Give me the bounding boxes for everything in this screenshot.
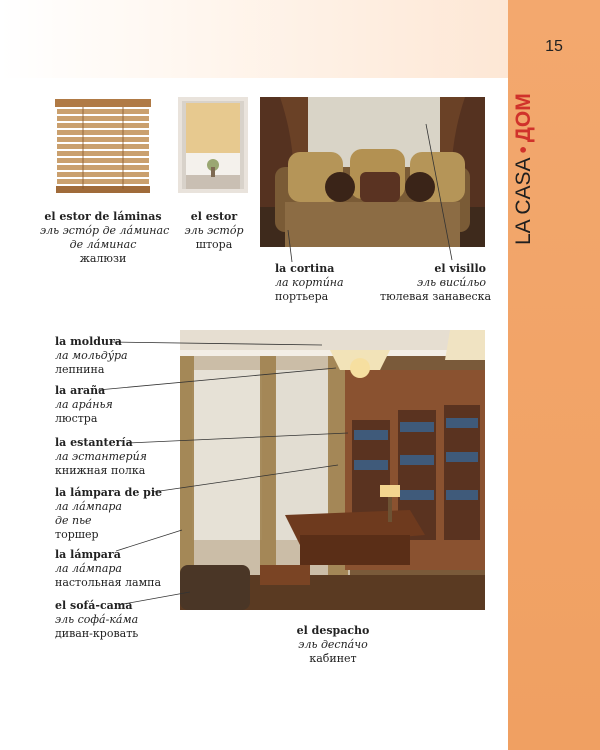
lampara-pie-translit-2: де пье [55, 514, 92, 527]
cortina-word: la cortina [275, 262, 335, 275]
sofa-cama-translit: эль софá-кáма [55, 613, 139, 626]
blinds-translit-2: де лáминас [69, 238, 137, 251]
despacho-translit: эль деспáчо [298, 638, 368, 651]
despacho-ru: кабинет [309, 652, 357, 665]
roller-photo [178, 97, 248, 193]
label-arana [55, 384, 113, 426]
label-roller [176, 210, 252, 252]
roller-ru: штора [195, 238, 233, 251]
top-band [0, 0, 508, 78]
section-title-es: LA CASA [512, 157, 535, 245]
label-despacho [283, 624, 383, 666]
roller-word: el estor [190, 210, 238, 223]
lampara-word: la lámpara [55, 548, 121, 561]
label-lampara-pie [55, 486, 162, 542]
label-sofa-cama [55, 599, 138, 641]
moldura-word: la moldura [55, 335, 122, 348]
label-moldura [55, 335, 128, 377]
despacho-word: el despacho [296, 624, 370, 637]
label-estanteria [55, 436, 147, 478]
section-title [512, 93, 536, 245]
roller-translit: эль эстóр [184, 224, 244, 237]
study-room-photo [180, 330, 485, 610]
estanteria-translit: ла эстантерúя [55, 450, 147, 463]
sofa-cama-ru: диван-кровать [55, 627, 139, 640]
sofa-cama-word: el sofá-cama [55, 599, 133, 612]
section-title-bullet: • [512, 146, 535, 154]
label-lampara [55, 548, 161, 590]
lampara-translit: ла лáмпара [55, 562, 122, 575]
label-cortina [275, 262, 344, 304]
blinds-word: el estor de láminas [44, 210, 162, 223]
visillo-translit: эль висúльо [417, 276, 486, 289]
moldura-translit: ла мольдýра [55, 349, 128, 362]
page-number: 15 [545, 38, 563, 55]
section-title-ru: ДОМ [512, 93, 535, 143]
arana-word: la araña [55, 384, 106, 397]
label-blinds [40, 210, 170, 266]
lampara-ru: настольная лампа [55, 576, 162, 589]
lampara-pie-word: la lámpara de pie [55, 486, 163, 499]
lampara-pie-ru: торшер [55, 528, 99, 541]
lampara-pie-translit: ла лáмпара [55, 500, 122, 513]
cortina-translit: ла кортúна [275, 276, 344, 289]
moldura-ru: лепнина [55, 363, 105, 376]
estanteria-word: la estantería [55, 436, 133, 449]
label-visillo [380, 262, 492, 304]
sofa-curtains-photo [260, 97, 485, 247]
blinds-ru: жалюзи [79, 252, 127, 265]
visillo-word: el visillo [434, 262, 486, 275]
blinds-photo [53, 97, 153, 197]
arana-translit: ла арáнья [55, 398, 113, 411]
visillo-ru: тюлевая занавеска [380, 290, 492, 303]
estanteria-ru: книжная полка [55, 464, 146, 477]
arana-ru: люстра [55, 412, 98, 425]
blinds-translit: эль эстóр де лáминас [40, 224, 170, 237]
cortina-ru: портьера [275, 290, 329, 303]
